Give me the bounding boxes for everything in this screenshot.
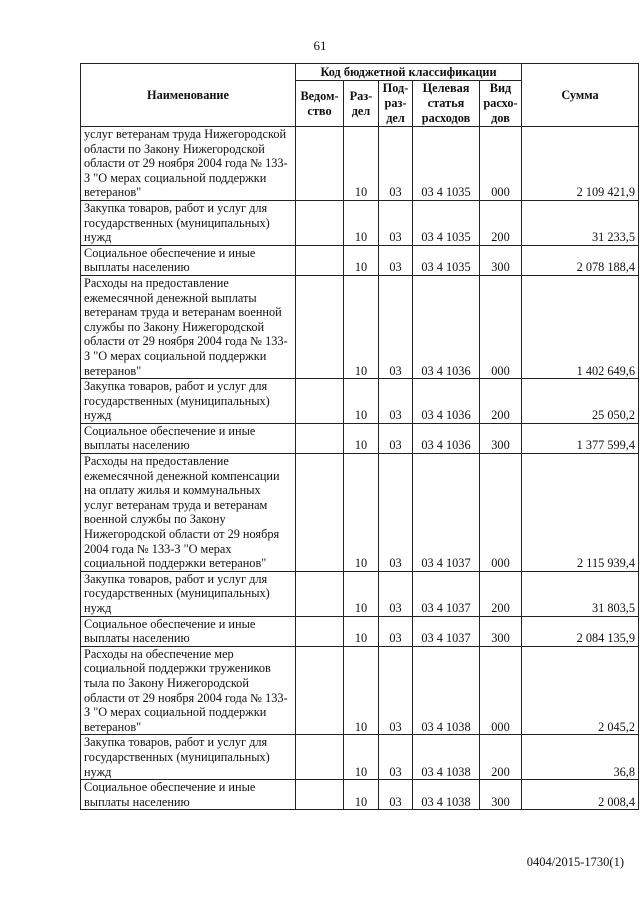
cell-target: 03 4 1037 <box>413 454 480 572</box>
cell-dept <box>296 454 344 572</box>
cell-target: 03 4 1037 <box>413 571 480 616</box>
table-row <box>81 379 639 424</box>
cell-expense-type: 300 <box>480 423 522 453</box>
cell-section: 10 <box>344 275 379 378</box>
cell-expense-type: 200 <box>480 379 522 424</box>
table-body <box>81 127 639 810</box>
cell-sum: 31 803,5 <box>522 571 639 616</box>
cell-section: 10 <box>344 571 379 616</box>
cell-name: Закупка товаров, работ и услуг для государственных (муниципальных) нужд <box>81 735 296 780</box>
cell-subsection: 03 <box>379 780 413 810</box>
header-section: Раз-дел <box>344 81 379 127</box>
table-row <box>81 780 639 810</box>
cell-section: 10 <box>344 127 379 201</box>
page-number: 61 <box>313 38 327 53</box>
cell-expense-type: 000 <box>480 646 522 735</box>
header-expense-type: Вид расхо-дов <box>480 81 522 127</box>
cell-expense-type: 000 <box>480 454 522 572</box>
cell-expense-type: 300 <box>480 616 522 646</box>
cell-expense-type: 000 <box>480 275 522 378</box>
cell-target: 03 4 1036 <box>413 275 480 378</box>
cell-target: 03 4 1035 <box>413 200 480 245</box>
cell-dept <box>296 423 344 453</box>
cell-name: Закупка товаров, работ и услуг для государственных (муниципальных) нужд <box>81 379 296 424</box>
cell-dept <box>296 571 344 616</box>
header-sum: Сумма <box>522 64 639 127</box>
cell-name: Социальное обеспечение и иные выплаты населению <box>81 245 296 275</box>
cell-section: 10 <box>344 780 379 810</box>
table-row <box>81 571 639 616</box>
cell-subsection: 03 <box>379 275 413 378</box>
cell-sum: 1 402 649,6 <box>522 275 639 378</box>
cell-section: 10 <box>344 454 379 572</box>
cell-target: 03 4 1035 <box>413 127 480 201</box>
cell-sum: 31 233,5 <box>522 200 639 245</box>
cell-name: Социальное обеспечение и иные выплаты населению <box>81 780 296 810</box>
cell-name: Расходы на предоставление ежемесячной денежной компенсации на оплату жилья и коммунальных услуг ветеранам труда и ветеранам военной службы по Закону Нижегородской области от 29 ноября 2004 года № 133-З "О мерах социальной поддержки ветеранов" <box>81 454 296 572</box>
cell-name: Расходы на обеспечение мер социальной поддержки тружеников тыла по Закону Нижегородской области от 29 ноября 2004 года № 133-З "О мерах социальной поддержки ветеранов" <box>81 646 296 735</box>
cell-name: Закупка товаров, работ и услуг для государственных (муниципальных) нужд <box>81 200 296 245</box>
table-row <box>81 423 639 453</box>
cell-subsection: 03 <box>379 646 413 735</box>
header-kbk: Код бюджетной классификации <box>296 64 522 81</box>
cell-dept <box>296 735 344 780</box>
table-row <box>81 127 639 201</box>
cell-sum: 2 084 135,9 <box>522 616 639 646</box>
budget-table <box>80 63 639 810</box>
cell-subsection: 03 <box>379 423 413 453</box>
cell-dept <box>296 780 344 810</box>
cell-target: 03 4 1036 <box>413 423 480 453</box>
table-row <box>81 646 639 735</box>
cell-subsection: 03 <box>379 245 413 275</box>
cell-expense-type: 300 <box>480 780 522 810</box>
cell-dept <box>296 379 344 424</box>
table-row <box>81 454 639 572</box>
header-dept: Ведом-ство <box>296 81 344 127</box>
cell-subsection: 03 <box>379 735 413 780</box>
header-target: Целевая статья расходов <box>413 81 480 127</box>
cell-expense-type: 200 <box>480 571 522 616</box>
cell-sum: 25 050,2 <box>522 379 639 424</box>
cell-sum: 2 115 939,4 <box>522 454 639 572</box>
cell-section: 10 <box>344 379 379 424</box>
cell-target: 03 4 1035 <box>413 245 480 275</box>
cell-name: Социальное обеспечение и иные выплаты населению <box>81 423 296 453</box>
cell-dept <box>296 200 344 245</box>
cell-target: 03 4 1037 <box>413 616 480 646</box>
table-row <box>81 200 639 245</box>
cell-subsection: 03 <box>379 616 413 646</box>
cell-section: 10 <box>344 616 379 646</box>
cell-section: 10 <box>344 646 379 735</box>
table-row <box>81 275 639 378</box>
cell-section: 10 <box>344 735 379 780</box>
cell-subsection: 03 <box>379 379 413 424</box>
table-row <box>81 245 639 275</box>
cell-subsection: 03 <box>379 127 413 201</box>
cell-dept <box>296 127 344 201</box>
cell-section: 10 <box>344 423 379 453</box>
cell-sum: 36,8 <box>522 735 639 780</box>
cell-subsection: 03 <box>379 454 413 572</box>
cell-sum: 1 377 599,4 <box>522 423 639 453</box>
cell-sum: 2 045,2 <box>522 646 639 735</box>
cell-expense-type: 200 <box>480 200 522 245</box>
cell-expense-type: 200 <box>480 735 522 780</box>
header-name: Наименование <box>81 64 296 127</box>
cell-subsection: 03 <box>379 571 413 616</box>
table-row <box>81 616 639 646</box>
cell-sum: 2 008,4 <box>522 780 639 810</box>
cell-sum: 2 109 421,9 <box>522 127 639 201</box>
cell-expense-type: 000 <box>480 127 522 201</box>
cell-name: Социальное обеспечение и иные выплаты населению <box>81 616 296 646</box>
cell-dept <box>296 616 344 646</box>
cell-name: Расходы на предоставление ежемесячной денежной выплаты ветеранам труда и ветеранам военной службы по Закону Нижегородской области от 29 ноября 2004 года № 133-З "О мерах социальной поддержки ветеранов" <box>81 275 296 378</box>
cell-target: 03 4 1038 <box>413 780 480 810</box>
table-row <box>81 735 639 780</box>
cell-dept <box>296 646 344 735</box>
cell-target: 03 4 1038 <box>413 646 480 735</box>
cell-subsection: 03 <box>379 200 413 245</box>
cell-dept <box>296 245 344 275</box>
cell-expense-type: 300 <box>480 245 522 275</box>
cell-sum: 2 078 188,4 <box>522 245 639 275</box>
cell-section: 10 <box>344 200 379 245</box>
cell-name: Закупка товаров, работ и услуг для государственных (муниципальных) нужд <box>81 571 296 616</box>
cell-section: 10 <box>344 245 379 275</box>
cell-name: услуг ветеранам труда Нижегородской области по Закону Нижегородской области от 29 ноября 2004 года № 133-З "О мерах социальной поддержки ветеранов" <box>81 127 296 201</box>
cell-target: 03 4 1036 <box>413 379 480 424</box>
cell-dept <box>296 275 344 378</box>
header-subsection: Под-раз-дел <box>379 81 413 127</box>
cell-target: 03 4 1038 <box>413 735 480 780</box>
document-code: 0404/2015-1730(1) <box>526 855 624 869</box>
